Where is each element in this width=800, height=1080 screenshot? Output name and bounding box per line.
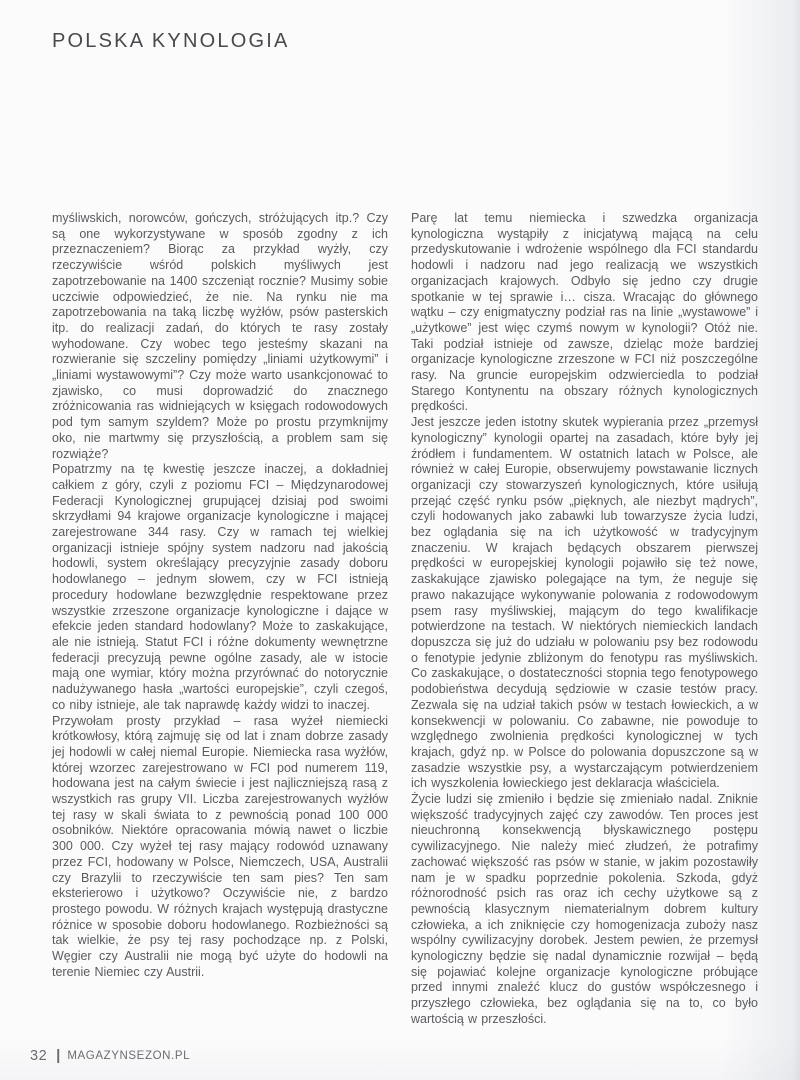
paragraph: Jest jeszcze jeden istotny skutek wypierania przez „przemysł kynologiczny” kynologii opartej na zasadach, które były jej źródłem i fundamentem. W ostatnich latach w Polsce, ale również w całej Europie, obserwujemy powstawanie licznych organizacji czy stowarzyszeń kynologicznych, które usiłują przejąć część rynku psów „pięknych, ale niezbyt mądrych”, czyli hodowanych jako zabawki lub towarzysze życia ludzi, bez oglądania się na ich użytkowość w tradycyjnym znaczeniu. W krajach będących obszarem pierwszej prędkości w europejskiej kynologii pojawiło się też nowe, zaskakujące zjawisko polegające na tym, że neguje się prawo nakazujące wykonywanie polowania z rodowodowym psem rasy myśliwskiej, mającym do tego kwalifikacje potwierdzone na testach. W niektórych niemieckich landach dopuszcza się już do udziału w polowaniu psy bez rodowodu o fenotypie jedynie zbliżonym do fenotypu ras myśliwskich. Co zaskakujące, o dostateczności stopnia tego fenotypowego podobieństwa decydują sędziowie w czasie testów pracy. Zezwala się na udział takich psów w testach łowieckich, a w konsekwencji w polowaniu. Co zabawne, nie powoduje to względnego zwolnienia prędkości kynologicznej w tych krajach, gdyż np. w Polsce do polowania dopuszczone są w zasadzie wszystkie psy, a wystarczającym potwierdzeniem ich wyszkolenia łowieckiego jest deklaracja właściciela. [411, 415, 758, 791]
footer-separator: | [56, 1047, 61, 1064]
article-column-right [411, 211, 758, 1028]
paragraph: Popatrzmy na tę kwestię jeszcze inaczej, a dokładniej całkiem z góry, czyli z poziomu FCI – Międzynarodowej Federacji Kynologicznej grupującej dzisiaj pod swoimi skrzydłami 94 krajowe organizacje kynologiczne i mającej zarejestrowane 344 rasy. Czy w ramach tej wielkiej organizacji istnieje spójny system nadzoru nad jakością hodowli, system określający precyzyjnie zasady doboru hodowlanego – jednym słowem, czy w FCI istnieją procedury hodowlane bezwzględnie respektowane przez wszystkie zrzeszone organizacje kynologiczne i dające w efekcie jeden standard hodowlany? Może to zaskakujące, ale nie istnieją. Statut FCI i różne dokumenty wewnętrzne federacji precyzują pewne ogólne zasady, ale w istocie mają one wymiar, który można przyrównać do notorycznie nadużywanego hasła „wartości europejskie”, czyli czegoś, co niby istnieje, ale tak naprawdę każdy widzi to inaczej. [52, 462, 388, 712]
paragraph: myśliwskich, norowców, gończych, stróżujących itp.? Czy są one wykorzystywane w sposób zgodny z ich przeznaczeniem? Biorąc za przykład wyżły, czy rzeczywiście wśród polskich myśliwych jest zapotrzebowanie na 1400 szczeniąt rocznie? Musimy sobie uczciwie odpowiedzieć, że nie. Na rynku nie ma zapotrzebowania na taką liczbę wyżłów, psów pasterskich itp. do realizacji zadań, do których te rasy zostały wyhodowane. Czy wobec tego jesteśmy skazani na rozwieranie się szczeliny pomiędzy „liniami użytkowymi” i „liniami wystawowymi”? Czy może warto usankcjonować to zjawisko, co musi doprowadzić do znacznego zróżnicowania ras widniejących w księgach rodowodowych pod tym samym szyldem? Może po prostu przymknijmy oko, nie martwmy się przyszłością, a problem sam się rozwiąże? [52, 211, 388, 461]
article-column-left [52, 211, 388, 1028]
article-body [52, 211, 758, 1028]
paragraph: Życie ludzi się zmieniło i będzie się zmieniało nadal. Zniknie większość tradycyjnych zajęć czy zawodów. Ten proces jest nieuchronną konsekwencją błyskawicznego postępu cywilizacyjnego. Nie należy mieć złudzeń, że potrafimy zachować większość ras psów w stanie, w jakim pozostawiły nam je w spadku poprzednie pokolenia. Szkoda, gdyż różnorodność psich ras oraz ich cechy użytkowe są z pewnością klasycznym niematerialnym dobrem kultury człowieka, a ich zniknięcie czy homogenizacja zuboży nasz wspólny cywilizacyjny dorobek. Jestem pewien, że przemysł kynologiczny będzie się nadal dynamicznie rozwijał – będą się pojawiać kolejne organizacje kynologiczne próbujące przed innymi znaleźć klucz do gustów współczesnego i przyszłego człowieka, bez oglądania się na to, co było wartością w przeszłości. [411, 792, 758, 1026]
page-number: 32 [30, 1047, 48, 1064]
paragraph: Przywołam prosty przykład – rasa wyżeł niemiecki krótkowłosy, którą zajmuję się od lat i znam dobrze zasady jej hodowli w całej niemal Europie. Niemiecka rasa wyżłów, której wzorzec zarejestrowano w FCI pod numerem 119, hodowana jest na całym świecie i jest najliczniejszą rasą z wszystkich ras grupy VII. Liczba zarejestrowanych wyżłów tej rasy w skali świata to z pewnością ponad 100 000 osobników. Niektóre opracowania mówią nawet o liczbie 300 000. Czy wyżeł tej rasy mający rodowód uznawany przez FCI, hodowany w Polsce, Niemczech, USA, Australii czy Brazylii to rzeczywiście ten sam pies? Ten sam eksterierowo i użytkowo? Oczywiście nie, z bardzo prostego powodu. W różnych krajach występują drastyczne różnice w sposobie doboru hodowlanego. Rozbieżności są tak wielkie, że psy tej rasy pochodzące np. z Polski, Węgier czy Australii nie mogą być użyte do hodowli na terenie Niemiec czy Austrii. [52, 713, 388, 979]
page-footer [30, 1047, 190, 1064]
magazine-site-name: MAGAZYNSEZON.PL [67, 1049, 191, 1062]
paragraph: Parę lat temu niemiecka i szwedzka organizacja kynologiczna wystąpiły z inicjatywą mającą na celu przedyskutowanie i wdrożenie wspólnego dla FCI standardu hodowli i nadzoru nad jego realizacją we wszystkich organizacjach krajowych. Odbyło się jedno czy drugie spotkanie w tej sprawie i… cisza. Wracając do głównego wątku – czy enigmatyczny podział ras na linie „wystawowe” i „użytkowe” jest więc czymś nowym w kynologii? Otóż nie. Taki podział istnieje od zawsze, dzieląc może bardziej organizacje kynologiczne zrzeszone w FCI niż poszczególne rasy. Na gruncie europejskim odzwierciedla to podział Starego Kontynentu na obszary różnych kynologicznych prędkości. [411, 211, 758, 414]
page-title: POLSKA KYNOLOGIA [52, 30, 290, 52]
